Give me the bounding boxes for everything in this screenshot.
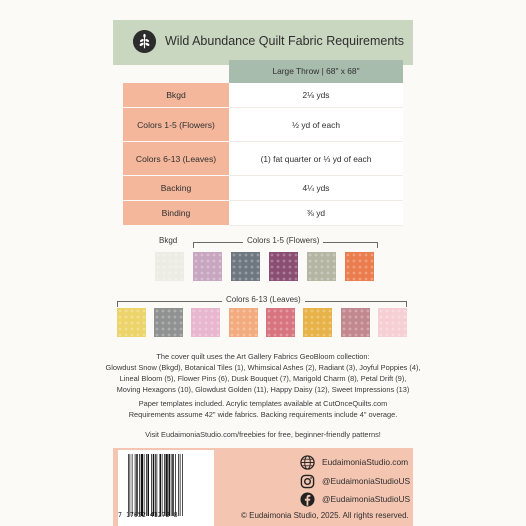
page-title: Wild Abundance Quilt Fabric Requirements	[165, 34, 405, 48]
leaf-swatch	[303, 308, 332, 337]
row-label: Bkgd	[123, 83, 229, 108]
barcode-bar	[132, 454, 133, 516]
row-value: 4¼ yds	[229, 176, 403, 201]
row-value: ⅜ yd	[229, 201, 403, 226]
description-line: Moving Hexagons (10), Glowdust Golden (11), Happy Daisy (12), Sweet Impressions (13)	[116, 385, 410, 394]
flower-swatch	[269, 252, 298, 281]
template-notes	[88, 398, 438, 420]
instagram-text: @EudaimoniaStudioUS	[322, 476, 411, 486]
sprig-logo-icon	[133, 30, 156, 53]
description-line: Lineal Bloom (5), Flower Pins (6), Dusk Bouquet (7), Marigold Charm (8), Petal Drift (9),	[119, 374, 407, 383]
bkgd-swatch	[155, 252, 184, 281]
leaf-swatch	[341, 308, 370, 337]
instagram-link[interactable]	[300, 474, 520, 490]
barcode-bar	[135, 454, 136, 516]
barcode-bar	[160, 454, 162, 516]
description-line: Paper templates included. Acrylic templates available at CutOnceQuilts.com	[138, 399, 388, 408]
barcode	[118, 450, 214, 526]
website-link[interactable]	[300, 455, 520, 471]
barcode-bar	[172, 454, 174, 516]
barcode-bar	[136, 454, 138, 516]
leaf-swatch	[378, 308, 407, 337]
table-row	[123, 108, 403, 142]
flower-swatch	[231, 252, 260, 281]
globe-icon	[300, 455, 315, 470]
facebook-text: @EudaimoniaStudioUS	[322, 494, 411, 504]
barcode-bar	[146, 454, 147, 516]
leaf-swatch	[154, 308, 183, 337]
barcode-bar	[175, 454, 176, 516]
barcode-bar	[148, 454, 150, 516]
table-row	[123, 176, 403, 201]
table-row	[123, 142, 403, 176]
description-line: The cover quilt uses the Art Gallery Fabrics GeoBloom collection:	[156, 352, 370, 361]
flower-swatch	[307, 252, 336, 281]
freebies-note	[88, 429, 438, 440]
table-row	[123, 201, 403, 226]
collection-description	[88, 351, 438, 395]
flowers-swatch-label: Colors 1-5 (Flowers)	[243, 236, 323, 245]
barcode-bar	[169, 454, 171, 516]
leaves-swatch-label: Colors 6-13 (Leaves)	[222, 295, 305, 304]
barcode-bar	[182, 454, 183, 516]
row-value: (1) fat quarter or ⅓ yd of each	[229, 142, 403, 176]
barcode-bar	[141, 454, 143, 516]
description-line: Visit EudaimoniaStudio.com/freebies for free, beginner-friendly patterns!	[145, 430, 381, 439]
size-column-header: Large Throw | 68" x 68"	[229, 60, 403, 83]
leaf-swatch	[117, 308, 146, 337]
barcode-bar	[164, 454, 165, 516]
barcode-bar	[157, 454, 158, 516]
barcode-bar	[130, 454, 131, 516]
leaf-swatch	[229, 308, 258, 337]
leaf-swatch	[191, 308, 220, 337]
barcode-bar	[139, 454, 140, 516]
description-line: Requirements assume 42" wide fabrics. Backing requirements include 4" overage.	[128, 410, 398, 419]
row-label: Colors 1-5 (Flowers)	[123, 108, 229, 142]
barcode-bar	[162, 454, 163, 516]
row-value: 2⅛ yds	[229, 83, 403, 108]
leaf-swatch	[266, 308, 295, 337]
description-line: Glowdust Snow (Bkgd), Botanical Tiles (1), Whimsical Ashes (2), Radiant (3), Joyful Poppies (4),	[105, 363, 421, 372]
barcode-bar	[153, 454, 155, 516]
facebook-link[interactable]	[300, 492, 520, 508]
bkgd-swatch-label: Bkgd	[159, 236, 178, 245]
barcode-bar	[171, 454, 172, 516]
barcode-bars	[126, 454, 206, 516]
row-value: ½ yd of each	[229, 108, 403, 142]
flower-swatch	[345, 252, 374, 281]
instagram-icon	[300, 474, 315, 489]
flower-swatch	[193, 252, 222, 281]
barcode-bar	[180, 454, 181, 516]
barcode-bar	[178, 454, 179, 516]
title-banner	[113, 20, 413, 65]
row-label: Colors 6-13 (Leaves)	[123, 142, 229, 176]
barcode-bar	[144, 454, 145, 516]
facebook-icon	[300, 492, 315, 507]
barcode-bar	[155, 454, 156, 516]
barcode-bar	[128, 454, 129, 516]
barcode-digits: 7 17052 41272 8	[118, 511, 178, 519]
copyright-notice: © Eudaimonia Studio, 2025. All rights reserved.	[241, 511, 409, 520]
barcode-bar	[166, 454, 168, 516]
row-label: Backing	[123, 176, 229, 201]
barcode-bar	[151, 454, 152, 516]
row-label: Binding	[123, 201, 229, 226]
table-row	[123, 83, 403, 108]
website-text: EudaimoniaStudio.com	[322, 457, 409, 467]
